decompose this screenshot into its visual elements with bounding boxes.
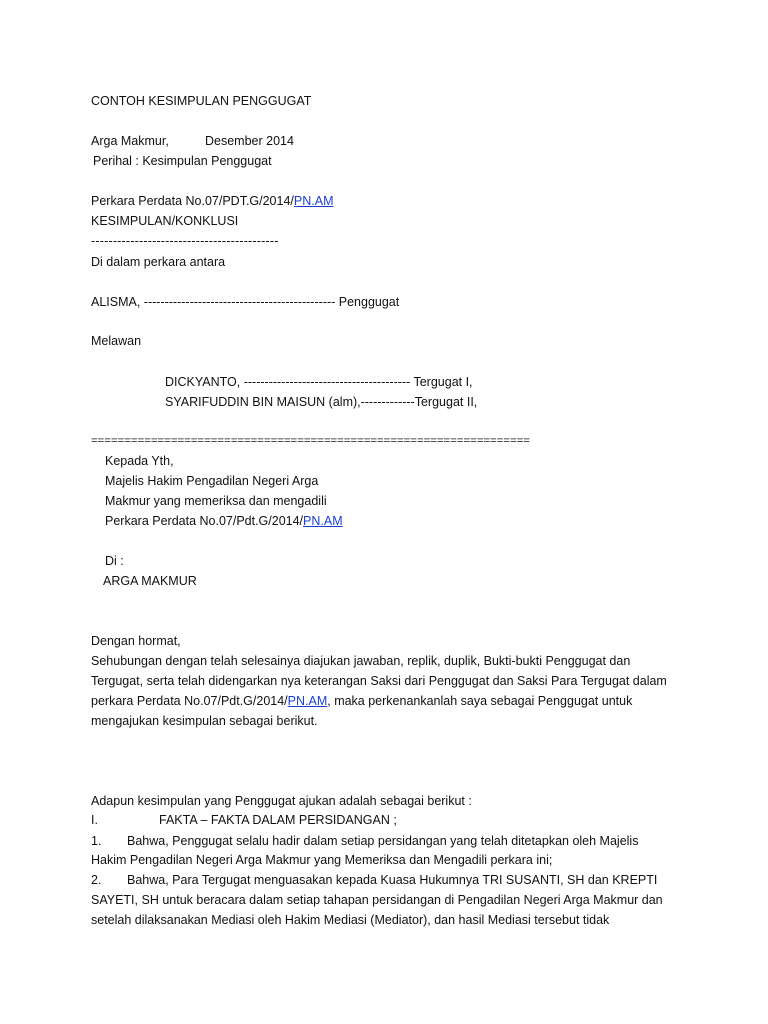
item-2-line-2: SAYETI, SH untuk beracara dalam setiap tahapan persidangan di Pengadilan Negeri Arga Makmur dan [91,893,663,907]
item-1-text: Bahwa, Penggugat selalu hadir dalam setiap persidangan yang telah ditetapkan oleh Majelis [127,834,639,848]
melawan: Melawan [91,334,142,348]
kesimpulan-heading: KESIMPULAN/KONKLUSI [91,214,239,228]
dash-rule: ------------------------------------------- [91,234,279,248]
perkara2-prefix: Perkara Perdata No.07/Pdt.G/2014/ [105,514,304,528]
majelis-line-2: Makmur yang memeriksa dan mengadili [105,494,327,508]
section-1-number: I. [91,813,98,827]
penggugat-line: ALISMA, ---------------------------------------------- Penggugat [91,295,400,309]
tergugat-2: SYARIFUDDIN BIN MAISUN (alm),-------------Tergugat II, [165,395,478,409]
paragraph-line-2: Tergugat, serta telah didengarkan nya keterangan Saksi dari Penggugat dan Saksi Para Tergugat dalam [91,674,667,688]
pn-am-link-2[interactable]: PN.AM [303,514,343,528]
item-2-text: Bahwa, Para Tergugat menguasakan kepada Kuasa Hukumnya TRI SUSANTI, SH dan KREPTI [127,873,658,887]
paragraph-line-1: Sehubungan dengan telah selesainya diajukan jawaban, replik, duplik, Bukti-bukti Penggugat dan [91,654,631,668]
antara: Di dalam perkara antara [91,255,226,269]
perihal: Perihal : Kesimpulan Penggugat [93,154,272,168]
p3-prefix: perkara Perdata No.07/Pdt.G/2014/ [91,694,288,708]
item-1-line-2: Hakim Pengadilan Negeri Arga Makmur yang Memeriksa dan Mengadili perkara ini; [91,853,553,867]
date: Desember 2014 [205,134,294,148]
adapun: Adapun kesimpulan yang Penggugat ajukan adalah sebagai berikut : [91,794,472,808]
pn-am-link-3[interactable]: PN.AM [287,694,328,708]
item-1-number: 1. [91,834,102,848]
perkara-number [91,193,333,209]
greeting: Dengan hormat, [91,634,181,648]
arga-makmur: ARGA MAKMUR [103,574,197,588]
item-2-line-1 [91,872,657,888]
tergugat-1: DICKYANTO, ---------------------------------------- Tergugat I, [165,375,473,389]
p3-suffix: , maka perkenankanlah saya sebagai Penggugat untuk [327,694,633,708]
item-1-line-1 [91,833,638,849]
document-title: CONTOH KESIMPULAN PENGGUGAT [91,94,312,108]
perkara-prefix: Perkara Perdata No.07/PDT.G/2014/ [91,194,294,208]
pn-am-link[interactable]: PN.AM [293,194,334,208]
perkara-number-2 [105,513,343,529]
di-label: Di : [105,554,124,568]
section-1-title: FAKTA – FAKTA DALAM PERSIDANGAN ; [159,813,397,827]
section-1-heading [91,812,397,828]
majelis-line-1: Majelis Hakim Pengadilan Negeri Arga [105,474,319,488]
kepada: Kepada Yth, [105,454,174,468]
paragraph-line-3 [91,693,632,709]
item-2-line-3: setelah dilaksanakan Mediasi oleh Hakim Mediasi (Mediator), dan hasil Mediasi tersebut tidak [91,913,610,927]
paragraph-line-4: mengajukan kesimpulan sebagai berikut. [91,714,318,728]
item-2-number: 2. [91,873,102,887]
equals-rule: ================================================================== [91,435,531,447]
place: Arga Makmur, [91,134,169,148]
